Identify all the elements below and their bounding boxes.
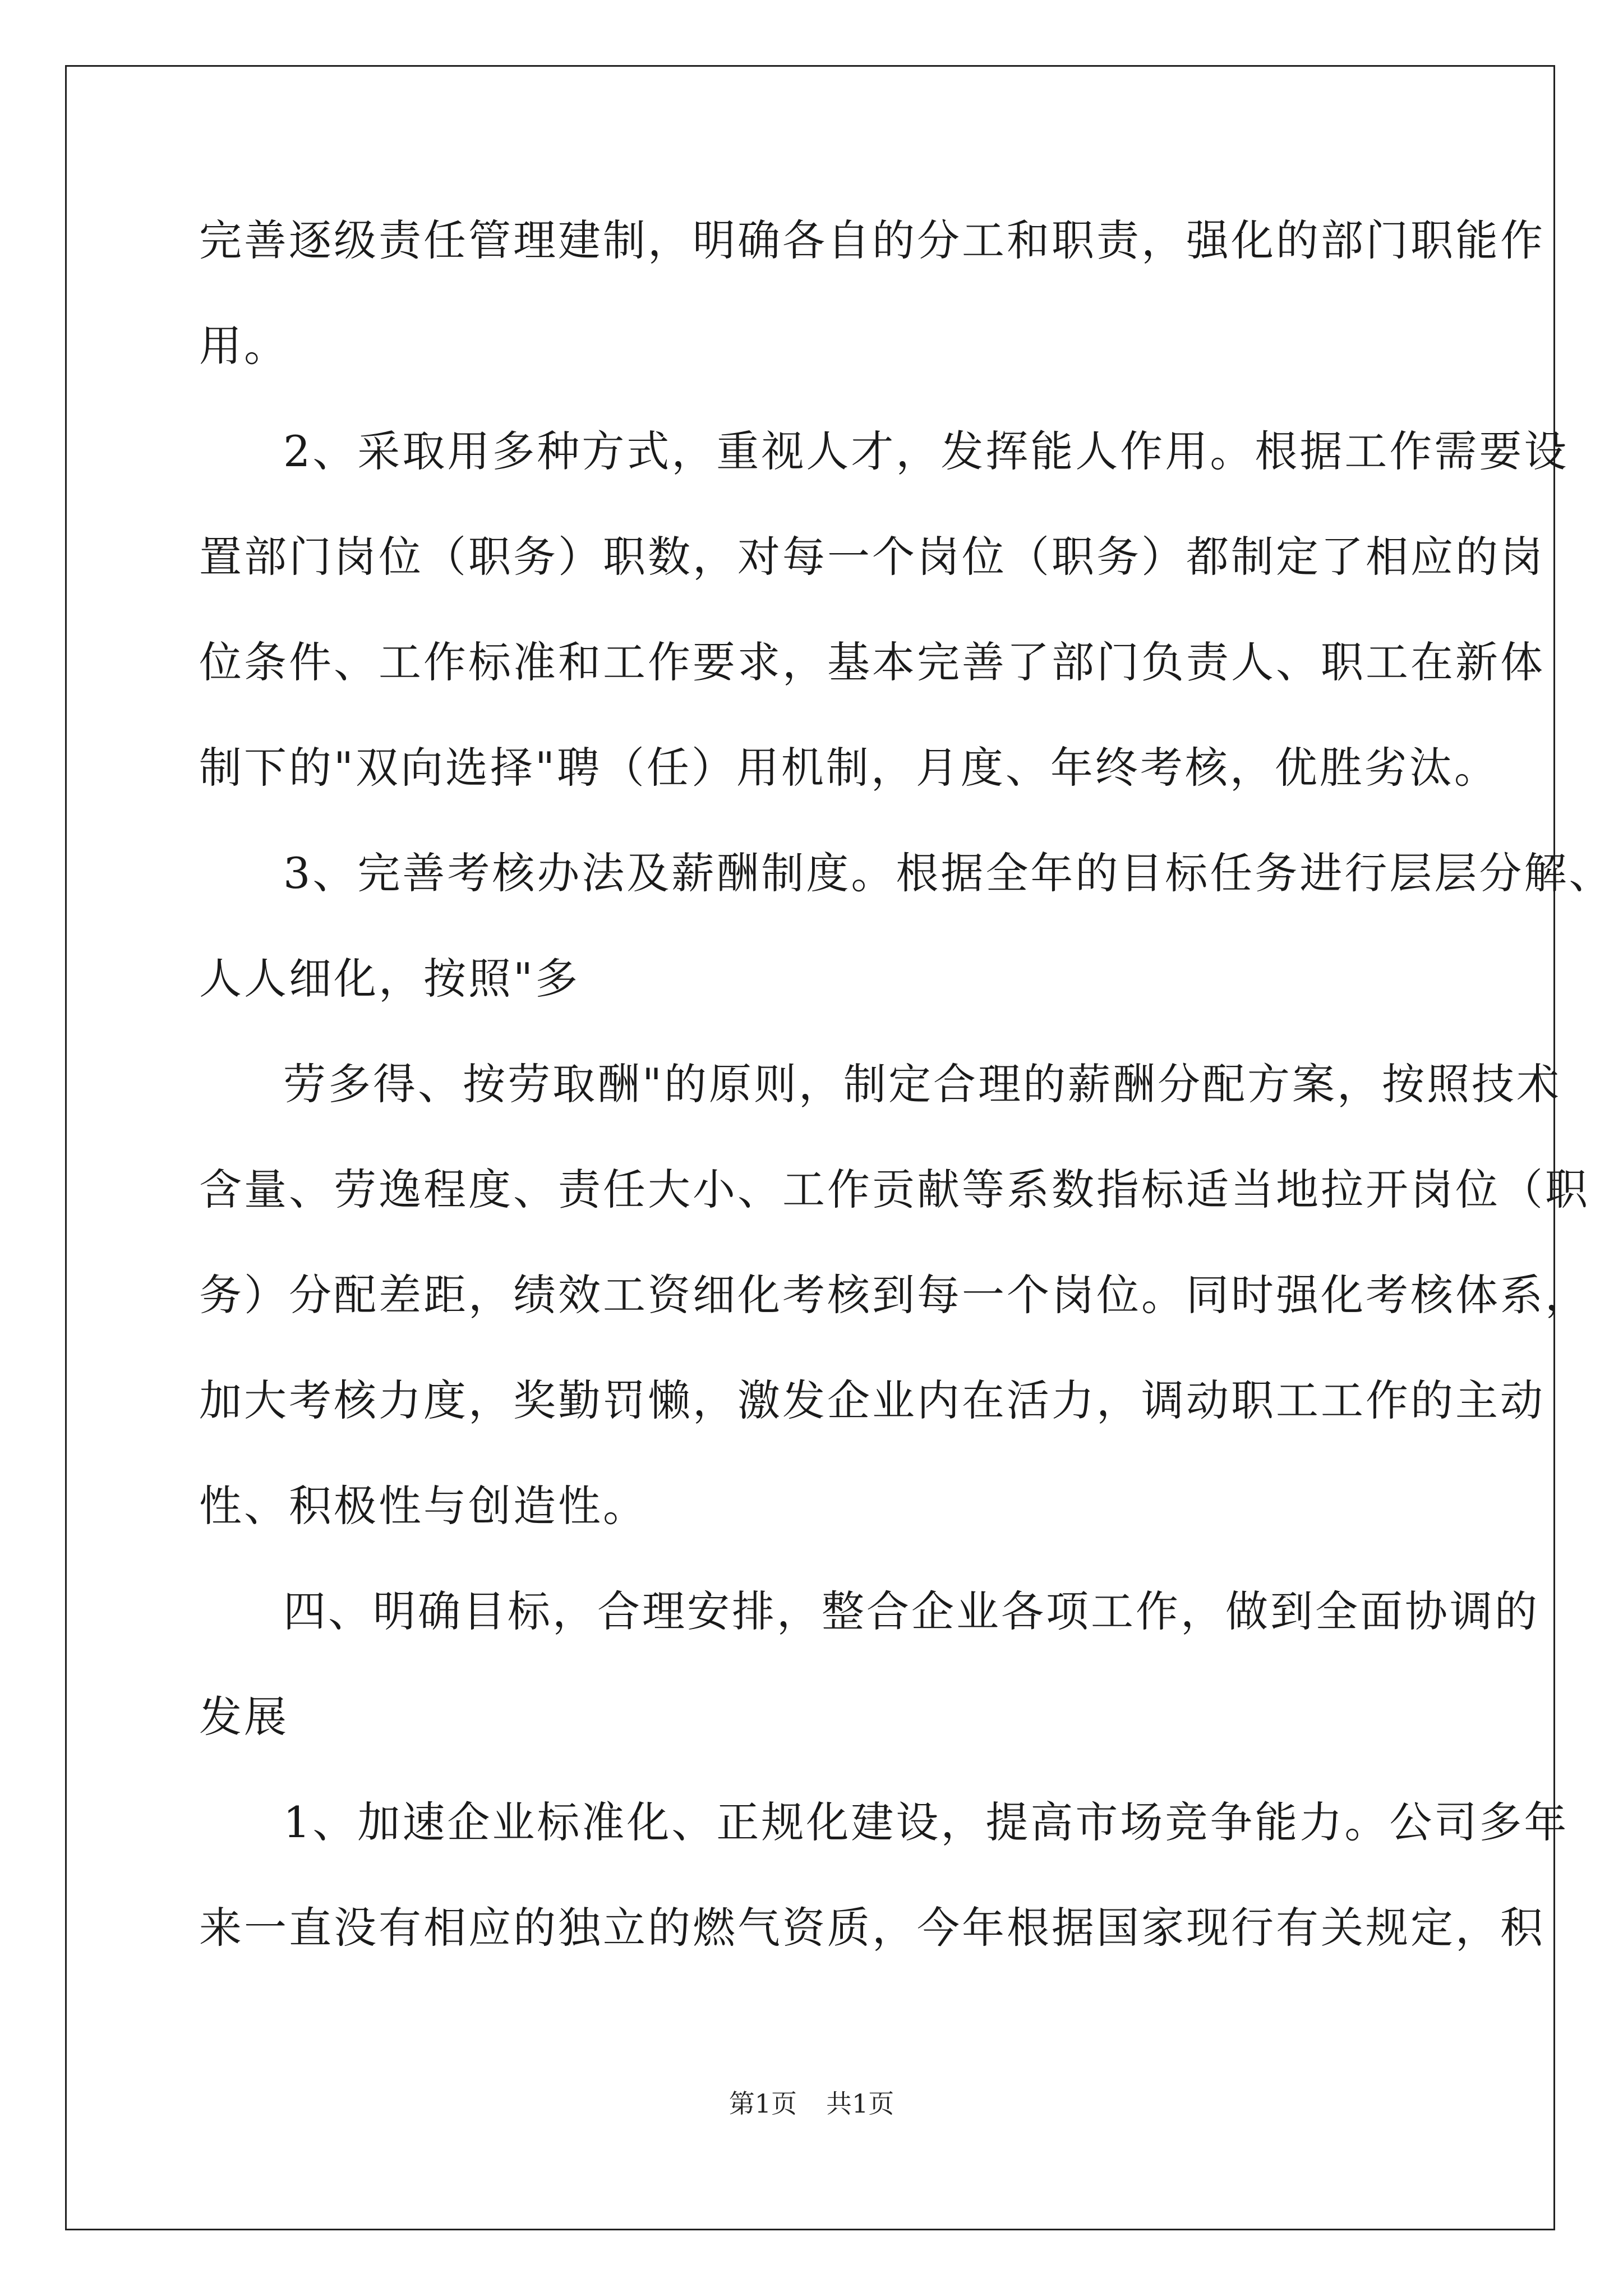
text-line: 1、加速企业标准化、正规化建设，提高市场竞争能力。公司多年	[283, 1797, 1569, 1847]
text-line: 来一直没有相应的独立的燃气资质，今年根据国家现行有关规定，积	[199, 1903, 1545, 1953]
text-line: 人人细化，按照"多	[199, 954, 580, 1004]
text-line: 完善逐级责任管理建制，明确各自的分工和职责，强化的部门职能作	[199, 215, 1545, 265]
page-number: 第1页	[728, 2088, 797, 2119]
text-line: 2、采取用多种方式，重视人才，发挥能人作用。根据工作需要设	[283, 426, 1569, 476]
text-line: 置部门岗位（职务）职数，对每一个岗位（职务）都制定了相应的岗	[199, 532, 1545, 582]
page-footer	[0, 2083, 1623, 2120]
text-line: 3、完善考核办法及薪酬制度。根据全年的目标任务进行层层分解、	[283, 848, 1614, 898]
text-line: 含量、劳逸程度、责任大小、工作贡献等系数指标适当地拉开岗位（职	[199, 1165, 1590, 1214]
text-line: 发展	[199, 1692, 289, 1742]
page-total: 共1页	[826, 2088, 895, 2119]
text-line: 性、积极性与创造性。	[199, 1481, 648, 1531]
text-line: 用。	[199, 321, 289, 371]
text-line: 加大考核力度，奖勤罚懒，激发企业内在活力，调动职工工作的主动	[199, 1375, 1545, 1425]
text-line: 位条件、工作标准和工作要求，基本完善了部门负责人、职工在新体	[199, 637, 1545, 687]
text-line: 四、明确目标，合理安排，整合企业各项工作，做到全面协调的	[283, 1586, 1539, 1636]
document-body	[199, 204, 1614, 1997]
text-line: 制下的"双向选择"聘（任）用机制，月度、年终考核，优胜劣汰。	[199, 743, 1499, 793]
text-line: 务）分配差距，绩效工资细化考核到每一个岗位。同时强化考核体系，	[199, 1270, 1590, 1320]
text-line: 劳多得、按劳取酬"的原则，制定合理的薪酬分配方案，按照技术	[283, 1059, 1561, 1109]
